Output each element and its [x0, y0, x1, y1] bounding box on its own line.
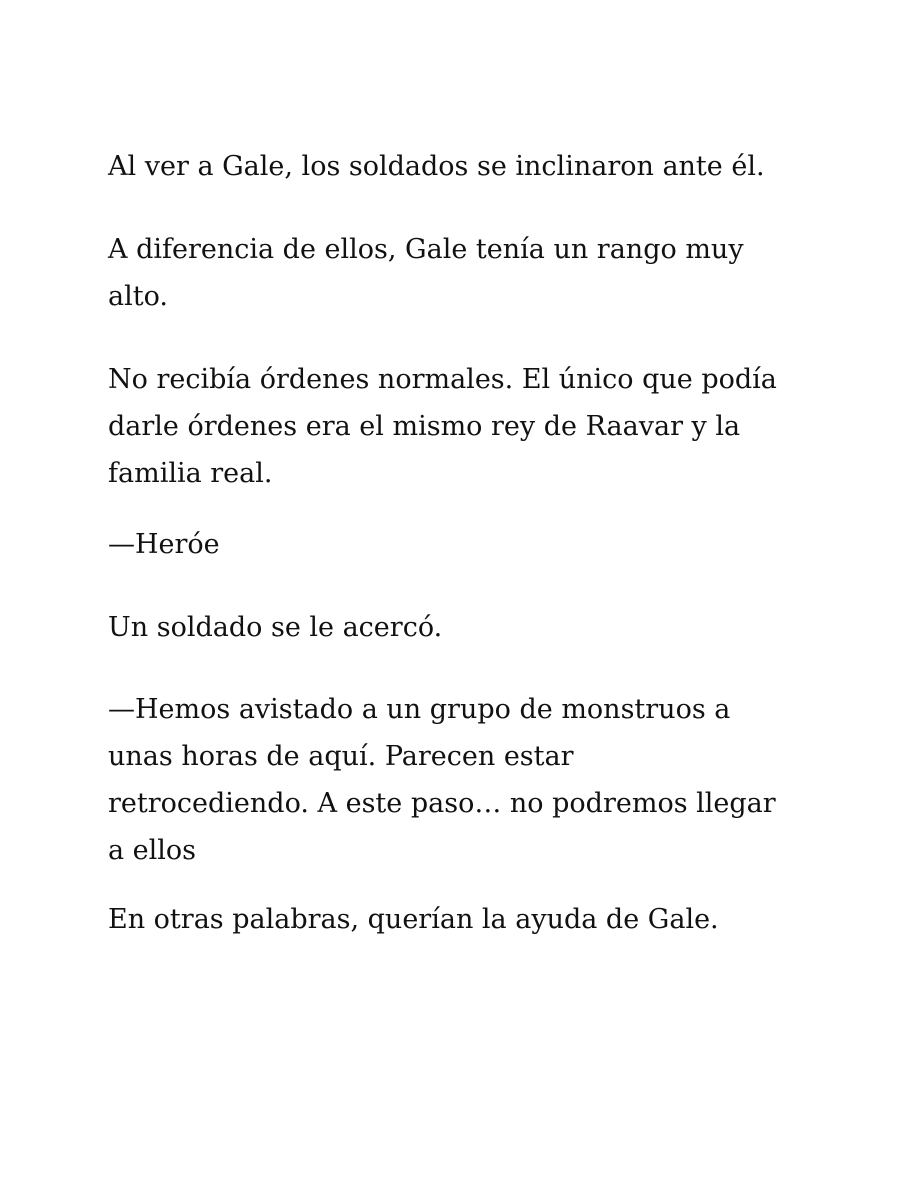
paragraph-line: Al ver a Gale, los soldados se inclinaron ante él.	[108, 151, 765, 182]
paragraph-line: No recibía órdenes normales. El único que podía	[108, 364, 777, 395]
paragraph-3	[108, 356, 777, 497]
paragraph-4	[108, 521, 220, 568]
paragraph-6	[108, 686, 776, 874]
paragraph-line: darle órdenes era el mismo rey de Raavar y la	[108, 411, 741, 442]
paragraph-line: En otras palabras, querían la ayuda de Gale.	[108, 904, 719, 935]
paragraph-line: A diferencia de ellos, Gale tenía un rango muy	[108, 234, 744, 265]
paragraph-line: retrocediendo. A este paso… no podremos llegar	[108, 788, 776, 819]
paragraph-line: a ellos	[108, 835, 197, 866]
paragraph-2	[108, 226, 744, 320]
paragraph-line: familia real.	[108, 458, 273, 489]
paragraph-line: unas horas de aquí. Parecen estar	[108, 741, 574, 772]
paragraph-7	[108, 896, 719, 943]
paragraph-line: Un soldado se le acercó.	[108, 612, 443, 643]
paragraph-line: —Hemos avistado a un grupo de monstruos a	[108, 694, 731, 725]
paragraph-line: —Heróe	[108, 529, 220, 560]
paragraph-1	[108, 143, 765, 190]
paragraph-line: alto.	[108, 281, 168, 312]
paragraph-5	[108, 604, 442, 651]
